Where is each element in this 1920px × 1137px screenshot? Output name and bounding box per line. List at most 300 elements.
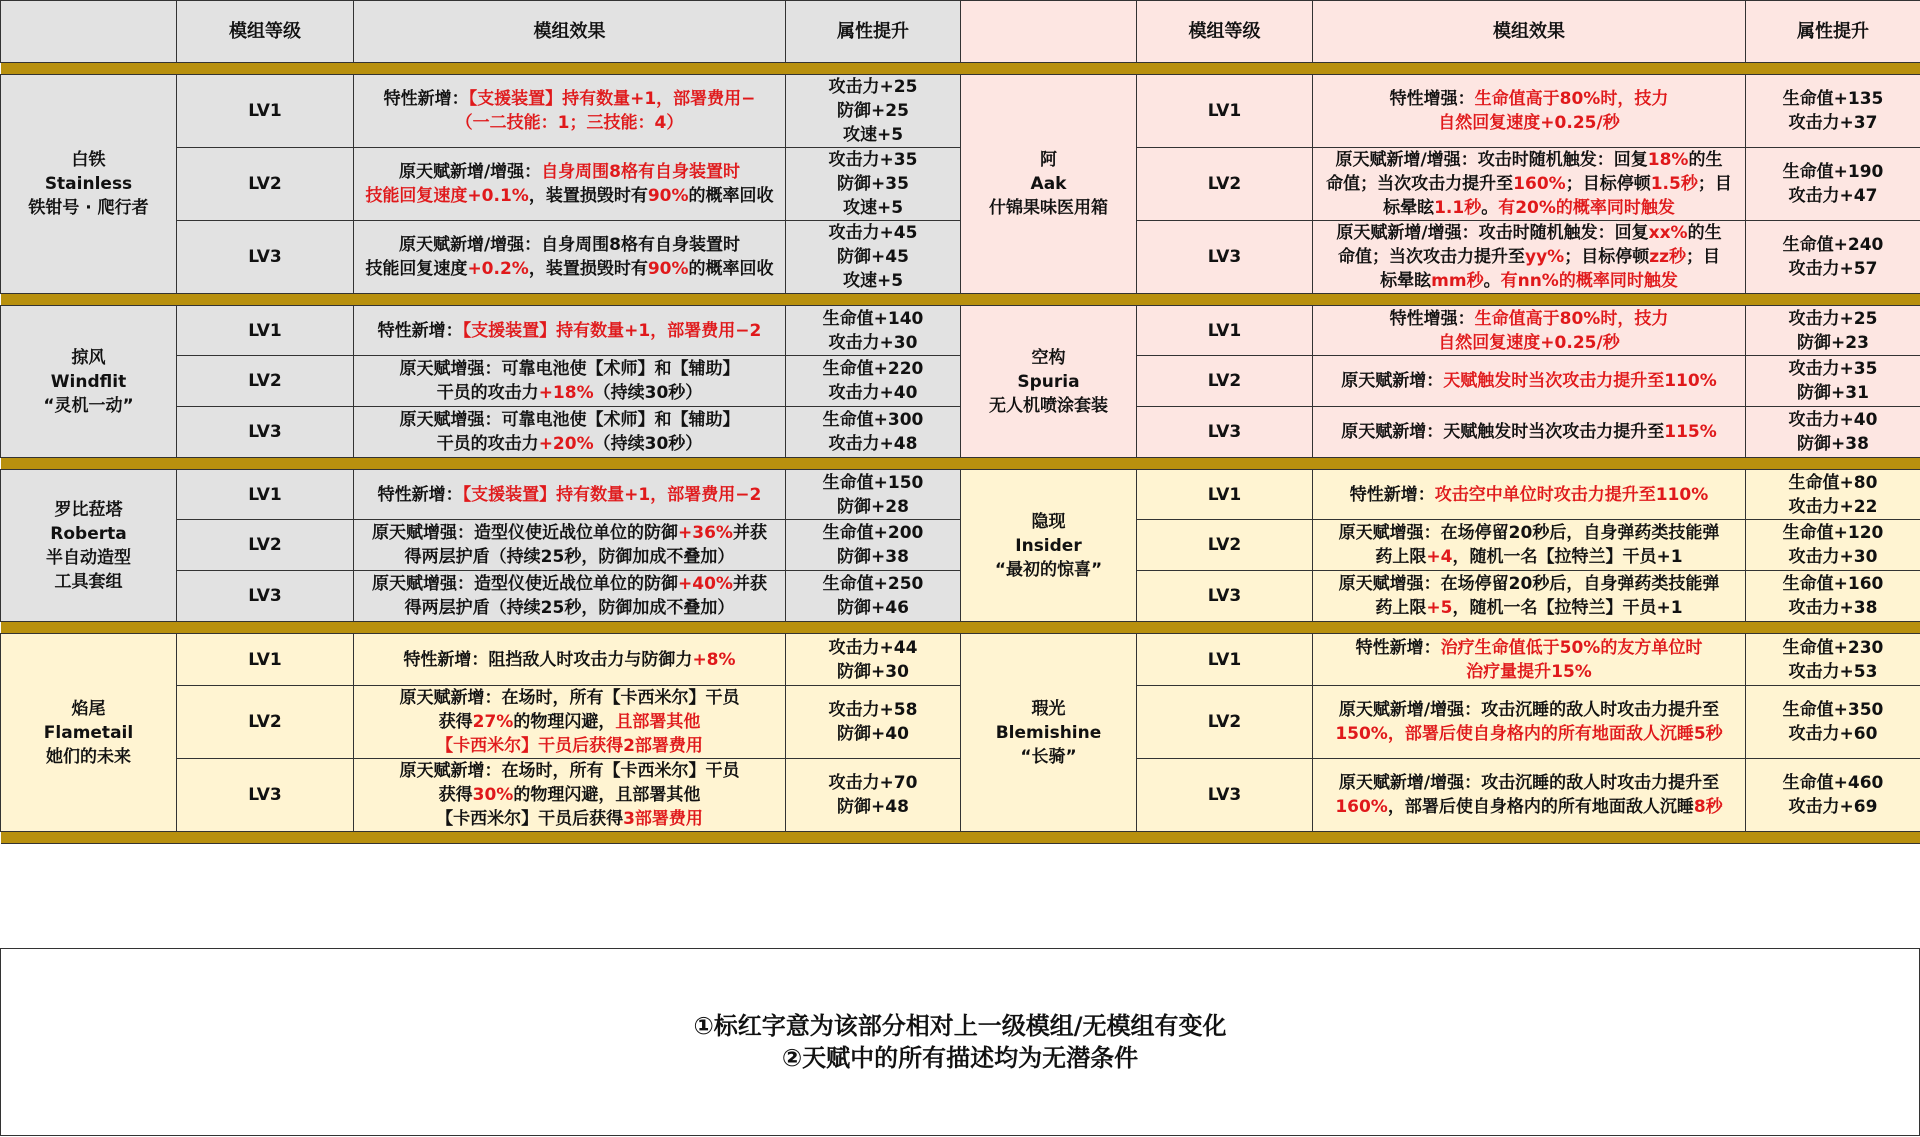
changed-text: 有20%的概率同时触发	[1498, 198, 1675, 218]
operator-name-left-line: 铁钳号 · 爬行者	[28, 198, 149, 218]
header-right-effect: 模组效果	[1313, 1, 1746, 63]
stats-right-line: 攻击力+53	[1788, 661, 1878, 682]
changed-text: +0.2%	[467, 259, 529, 279]
operator-name-right-line: 无人机喷涂套装	[989, 395, 1108, 416]
header-left-stats: 属性提升	[786, 1, 961, 63]
operator-name-left	[1, 75, 177, 294]
operator-name-left-line: Stainless	[44, 174, 133, 194]
changed-text: xx%	[1648, 223, 1688, 243]
effect-line	[360, 408, 779, 432]
header-left-blank	[1, 1, 177, 63]
effect-text: ；目	[1697, 174, 1732, 194]
level-left: LV1	[177, 75, 354, 148]
operator-name-left	[1, 470, 177, 622]
effect-line	[360, 596, 779, 620]
effect-line	[360, 648, 779, 672]
effect-line	[1319, 420, 1739, 444]
level-right: LV3	[1137, 221, 1313, 294]
footnote-2: ②天赋中的所有描述均为无潜条件	[781, 1044, 1139, 1072]
stats-right	[1746, 571, 1920, 622]
stats-left-line: 攻击力+35	[828, 150, 918, 170]
stats-right-line: 防御+31	[1797, 383, 1869, 403]
stats-left-line: 攻击力+48	[828, 434, 918, 454]
level-left: LV2	[177, 356, 354, 407]
level-left: LV3	[177, 759, 354, 832]
header-left-level: 模组等级	[177, 1, 354, 63]
effect-left	[354, 306, 786, 356]
stats-left-line: 攻速+5	[842, 125, 904, 145]
stats-left-line: 生命值+150	[822, 472, 924, 493]
effect-left	[354, 520, 786, 571]
separator-bar	[1, 622, 1920, 634]
stats-left-line: 攻速+5	[842, 198, 904, 218]
effect-text: 得两层护盾（持续25秒，防御加成不叠加）	[404, 547, 735, 567]
separator-bar	[1, 63, 1920, 75]
changed-text: 自身周围8格有自身装置时	[541, 162, 741, 182]
stats-right-line: 生命值+160	[1782, 574, 1884, 594]
effect-text: 原天赋新增：在场时，所有【卡西米尔】干员	[399, 688, 740, 708]
changed-text: 150%，部署后使自身格内的所有地面敌人沉睡5秒	[1335, 724, 1723, 744]
effect-text: 原天赋增强：造型仪使近战位单位的防御	[372, 574, 679, 594]
effect-text: ，装置损毁时有	[528, 186, 648, 206]
level-right: LV1	[1137, 306, 1313, 356]
effect-line	[360, 759, 779, 783]
effect-text: ，随机一名【拉特兰】干员+1	[1452, 547, 1683, 567]
effect-text: 获得	[438, 785, 473, 805]
effect-text: 的物理闪避，且部署其他	[513, 785, 701, 805]
effect-text: 原天赋新增/增强：攻击时随机触发：回复	[1335, 150, 1648, 170]
changed-text: 【支援装置】持有数量+1，部署费用−2	[462, 484, 762, 505]
stats-right-line: 防御+23	[1797, 332, 1869, 353]
operator-name-right-line: Spuria	[1017, 371, 1080, 392]
effect-text: 标晕眩	[1383, 198, 1435, 218]
changed-text: 115%	[1664, 422, 1717, 442]
changed-text: （一二技能：1；三技能：4）	[455, 113, 684, 133]
changed-text: 1.1秒	[1434, 198, 1482, 218]
stats-right	[1746, 520, 1920, 571]
stats-right-line: 防御+38	[1797, 434, 1869, 454]
stats-left	[786, 407, 961, 458]
effect-left	[354, 148, 786, 221]
effect-line	[1319, 87, 1739, 111]
level-right: LV2	[1137, 356, 1313, 407]
operator-name-left-line: 焰尾	[71, 698, 106, 719]
effect-line	[360, 257, 779, 281]
level-left: LV3	[177, 221, 354, 294]
header-right-level: 模组等级	[1137, 1, 1313, 63]
effect-line	[360, 357, 779, 381]
stats-left-line: 攻速+5	[842, 271, 904, 291]
effect-text: 特性新增：	[1349, 484, 1435, 505]
changed-text: 攻击空中单位时攻击力提升至110%	[1434, 484, 1709, 505]
changed-text: 生命值高于80%时，技力	[1474, 308, 1669, 329]
stats-left-line: 防御+48	[837, 797, 909, 817]
effect-line	[360, 319, 779, 343]
level-right: LV3	[1137, 759, 1313, 832]
stats-right-line: 生命值+460	[1782, 773, 1884, 793]
stats-right-line: 攻击力+40	[1788, 410, 1878, 430]
effect-line	[1319, 369, 1739, 393]
module-row	[1, 148, 1920, 221]
effect-text: 干员的攻击力	[436, 383, 539, 403]
changed-text: 27%	[472, 712, 514, 732]
operator-name-left	[1, 306, 177, 458]
effect-line	[1319, 196, 1739, 220]
stats-right	[1746, 407, 1920, 458]
separator-bar	[1, 294, 1920, 306]
effect-right	[1313, 686, 1746, 759]
changed-text: 有nn%的概率同时触发	[1500, 271, 1678, 291]
stats-right	[1746, 470, 1920, 520]
level-left: LV3	[177, 571, 354, 622]
effect-left	[354, 686, 786, 759]
stats-right-line: 攻击力+47	[1788, 186, 1878, 206]
operator-name-right	[961, 470, 1137, 622]
level-right: LV1	[1137, 75, 1313, 148]
stats-left-line: 防御+25	[837, 101, 909, 121]
changed-text: 技能回复速度+0.1%	[365, 186, 529, 206]
effect-text: 命值；当次攻击力提升至	[1338, 247, 1525, 267]
stats-right	[1746, 356, 1920, 407]
effect-left	[354, 75, 786, 148]
stats-right	[1746, 634, 1920, 686]
effect-line	[360, 381, 779, 405]
level-left: LV1	[177, 470, 354, 520]
effect-left	[354, 221, 786, 294]
effect-text: 的生	[1687, 223, 1722, 243]
changed-text: 生命值高于80%时，技力	[1474, 89, 1669, 109]
stats-right	[1746, 75, 1920, 148]
header-right-blank	[961, 1, 1137, 63]
effect-line	[1319, 572, 1739, 596]
effect-text: 的概率回收	[688, 186, 774, 206]
stats-right-line: 攻击力+30	[1788, 547, 1878, 567]
separator-cell	[1, 622, 1920, 634]
operator-name-left-line: 掠风	[71, 347, 106, 368]
changed-text: 1.5秒	[1650, 174, 1698, 194]
level-right: LV3	[1137, 571, 1313, 622]
operator-name-left-line: 半自动造型	[46, 547, 131, 568]
effect-text: 特性增强：	[1389, 89, 1475, 109]
header-right-stats: 属性提升	[1746, 1, 1920, 63]
stats-left-line: 防御+46	[837, 598, 909, 618]
stats-left-line: 攻击力+45	[828, 223, 918, 243]
effect-right	[1313, 356, 1746, 407]
effect-text: 特性新增：阻挡敌人时攻击力与防御力	[403, 649, 693, 670]
effect-text: 特性新增：	[383, 89, 469, 109]
effect-text: （持续30秒）	[593, 383, 703, 403]
effect-text: 标晕眩	[1380, 271, 1432, 291]
effect-text: ；目	[1686, 247, 1720, 267]
operator-name-right-line: 阿	[1040, 150, 1057, 170]
stats-left	[786, 634, 961, 686]
changed-text: 治疗生命值低于50%的友方单位时	[1440, 637, 1703, 658]
stats-left	[786, 571, 961, 622]
separator-cell	[1, 63, 1920, 75]
effect-right	[1313, 470, 1746, 520]
changed-text: 160%	[1513, 174, 1566, 194]
stats-right-line: 攻击力+37	[1788, 113, 1878, 133]
level-right: LV1	[1137, 470, 1313, 520]
changed-text: zz秒	[1649, 247, 1686, 267]
effect-right	[1313, 75, 1746, 148]
operator-name-right-line: 什锦果味医用箱	[989, 198, 1108, 218]
level-left: LV1	[177, 306, 354, 356]
effect-text: 特性增强：	[1389, 308, 1475, 329]
operator-name-left-line: Windflit	[50, 371, 127, 392]
effect-text: 的概率回收	[688, 259, 774, 279]
effect-text: 并获	[732, 523, 767, 543]
effect-text: 药上限	[1375, 547, 1427, 567]
effect-line	[360, 783, 779, 807]
operator-name-left-line: 她们的未来	[46, 746, 131, 767]
level-right: LV2	[1137, 686, 1313, 759]
effect-line	[1319, 698, 1739, 722]
module-row	[1, 356, 1920, 407]
effect-line	[1319, 331, 1739, 355]
effect-left	[354, 634, 786, 686]
stats-left	[786, 470, 961, 520]
operator-name-right-line: Aak	[1030, 174, 1067, 194]
stats-left-line: 生命值+220	[822, 359, 924, 379]
effect-text: 技能回复速度	[365, 259, 468, 279]
stats-left-line: 防御+35	[837, 174, 909, 194]
operator-name-left-line: 罗比菈塔	[54, 499, 123, 520]
operator-name-left-line: “灵机一动”	[43, 395, 134, 416]
changed-text: 自然回复速度+0.25/秒	[1438, 113, 1620, 133]
level-right: LV2	[1137, 148, 1313, 221]
effect-text: 原天赋新增/增强：自身周围8格有自身装置时	[398, 235, 741, 255]
effect-text: 干员的攻击力	[436, 434, 539, 454]
level-right: LV3	[1137, 407, 1313, 458]
effect-line	[360, 807, 779, 831]
module-row	[1, 686, 1920, 759]
effect-line	[360, 483, 779, 507]
module-row	[1, 407, 1920, 458]
effect-text: 并获	[732, 574, 767, 594]
stats-left-line: 防御+38	[837, 547, 909, 567]
effect-line	[1319, 307, 1739, 331]
effect-line	[360, 233, 779, 257]
effect-text: ；目标停顿	[1564, 247, 1650, 267]
changed-text: 【支援装置】持有数量+1，部署费用−	[468, 89, 756, 109]
effect-left	[354, 470, 786, 520]
operator-name-left-line: 工具套组	[54, 571, 123, 592]
changed-text: 30%	[472, 785, 514, 805]
effect-text: 获得	[438, 712, 473, 732]
effect-line	[360, 160, 779, 184]
stats-right-line: 攻击力+38	[1788, 598, 1878, 618]
effect-text: 原天赋增强：造型仪使近战位单位的防御	[372, 523, 679, 543]
operator-name-right-line: Blemishine	[995, 722, 1102, 743]
changed-text: +36%	[678, 523, 733, 543]
effect-text: 得两层护盾（持续25秒，防御加成不叠加）	[404, 598, 735, 618]
effect-text: 【卡西米尔】干员后获得	[436, 809, 624, 829]
operator-name-left-line: 白铁	[71, 150, 106, 170]
operator-name-right-line: Insider	[1015, 535, 1082, 556]
effect-text: 原天赋增强：在场停留20秒后，自身弹药类技能弹	[1338, 574, 1720, 594]
effect-right	[1313, 520, 1746, 571]
effect-text: 原天赋新增/增强：攻击时随机触发：回复	[1336, 223, 1649, 243]
effect-right	[1313, 306, 1746, 356]
stats-right	[1746, 759, 1920, 832]
effect-line	[360, 521, 779, 545]
operator-name-left-line: Flametail	[43, 722, 134, 743]
stats-left	[786, 686, 961, 759]
effect-line	[1319, 111, 1739, 135]
effect-text: ；目标停顿	[1565, 174, 1651, 194]
changed-text: +4	[1426, 547, 1453, 567]
changed-text: 3部署费用	[623, 809, 703, 829]
effect-line	[360, 572, 779, 596]
stats-left	[786, 306, 961, 356]
changed-text: 18%	[1647, 150, 1689, 170]
effect-line	[1319, 545, 1739, 569]
separator-bar	[1, 832, 1920, 844]
level-left: LV2	[177, 148, 354, 221]
stats-right-line: 攻击力+57	[1788, 259, 1878, 279]
stats-left-line: 生命值+140	[822, 308, 924, 329]
effect-text: 的生	[1688, 150, 1723, 170]
effect-text: 。	[1481, 198, 1499, 218]
stats-left	[786, 520, 961, 571]
module-row	[1, 75, 1920, 148]
module-row	[1, 306, 1920, 356]
footnotes	[0, 948, 1920, 1136]
effect-text: ，随机一名【拉特兰】干员+1	[1452, 598, 1683, 618]
changed-text: 自然回复速度+0.25/秒	[1438, 332, 1620, 353]
stats-right-line: 生命值+240	[1782, 235, 1884, 255]
operator-name-right	[961, 306, 1137, 458]
module-row	[1, 634, 1920, 686]
operator-name-right-line: “长骑”	[1020, 746, 1077, 767]
stats-left-line: 攻击力+25	[828, 77, 918, 97]
effect-text: 原天赋增强：可靠电池使【术师】和【辅助】	[399, 410, 740, 430]
effect-line	[1319, 660, 1739, 684]
changed-text: yy%	[1525, 247, 1565, 267]
changed-text: 治疗量提升15%	[1466, 661, 1592, 682]
operator-name-right	[961, 634, 1137, 832]
footnote-1: ①标红字意为该部分相对上一级模组/无模组有变化	[693, 1012, 1227, 1040]
stats-left-line: 攻击力+44	[828, 637, 918, 658]
stats-right-line: 生命值+190	[1782, 162, 1884, 182]
operator-name-right-line: 隐现	[1031, 511, 1066, 532]
effect-text: 原天赋新增：天赋触发时当次攻击力提升至	[1341, 422, 1665, 442]
changed-text: +5	[1426, 598, 1453, 618]
stats-right	[1746, 221, 1920, 294]
effect-line	[1319, 722, 1739, 746]
effect-line	[1319, 771, 1739, 795]
effect-line	[360, 111, 779, 135]
effect-text: 原天赋新增：在场时，所有【卡西米尔】干员	[399, 761, 740, 781]
stats-left-line: 攻击力+58	[828, 700, 918, 720]
effect-text: ，装置损毁时有	[528, 259, 648, 279]
operator-name-right-line: 瑕光	[1031, 698, 1066, 719]
changed-text: +8%	[692, 649, 736, 670]
effect-text: 原天赋新增：	[1341, 371, 1444, 391]
effect-right	[1313, 634, 1746, 686]
effect-text: 。	[1483, 271, 1501, 291]
stats-left	[786, 75, 961, 148]
effect-right	[1313, 759, 1746, 832]
stats-right	[1746, 306, 1920, 356]
stats-right-line: 生命值+350	[1782, 700, 1884, 720]
effect-text: 原天赋新增/增强：攻击沉睡的敌人时攻击力提升至	[1338, 700, 1720, 720]
module-row	[1, 571, 1920, 622]
stats-right-line: 攻击力+22	[1788, 496, 1878, 517]
effect-line	[1319, 596, 1739, 620]
stats-right-line: 生命值+120	[1782, 523, 1884, 543]
effect-line	[1319, 245, 1739, 269]
effect-left	[354, 759, 786, 832]
effect-line	[360, 686, 779, 710]
stats-left-line: 攻击力+30	[828, 332, 918, 353]
effect-line	[360, 432, 779, 456]
changed-text: 【支援装置】持有数量+1，部署费用−2	[462, 320, 762, 341]
effect-right	[1313, 407, 1746, 458]
effect-left	[354, 407, 786, 458]
stats-left	[786, 221, 961, 294]
effect-line	[1319, 636, 1739, 660]
module-row	[1, 759, 1920, 832]
stats-left-line: 攻击力+70	[828, 773, 918, 793]
operator-name-left-line: Roberta	[50, 523, 127, 544]
effect-right	[1313, 148, 1746, 221]
effect-line	[1319, 483, 1739, 507]
stats-left-line: 生命值+200	[822, 523, 924, 543]
operator-name-right	[961, 75, 1137, 294]
changed-text: 8秒	[1693, 797, 1723, 817]
stats-left-line: 防御+45	[837, 247, 909, 267]
effect-line	[360, 87, 779, 111]
stats-right-line: 生命值+230	[1782, 637, 1884, 658]
changed-text: 【卡西米尔】干员后获得2部署费用	[436, 736, 703, 756]
separator-cell	[1, 832, 1920, 844]
stats-left-line: 攻击力+40	[828, 383, 918, 403]
effect-text: 特性新增：	[1355, 637, 1441, 658]
effect-line	[360, 545, 779, 569]
effect-left	[354, 356, 786, 407]
effect-line	[360, 184, 779, 208]
changed-text: +18%	[538, 383, 594, 403]
effect-text: 药上限	[1375, 598, 1427, 618]
level-right: LV2	[1137, 520, 1313, 571]
stats-left-line: 防御+30	[837, 661, 909, 682]
changed-text: mm秒	[1431, 271, 1484, 291]
effect-text: 原天赋增强：可靠电池使【术师】和【辅助】	[399, 359, 740, 379]
effect-text: 特性新增：	[377, 320, 463, 341]
module-row	[1, 470, 1920, 520]
level-right: LV1	[1137, 634, 1313, 686]
changed-text: 160%	[1335, 797, 1388, 817]
changed-text: 90%	[647, 259, 689, 279]
operator-name-right-line: “最初的惊喜”	[994, 559, 1103, 580]
changed-text: +20%	[538, 434, 594, 454]
effect-line	[1319, 172, 1739, 196]
operator-name-right-line: 空构	[1031, 347, 1066, 368]
effect-line	[1319, 521, 1739, 545]
stats-left	[786, 148, 961, 221]
separator-bar	[1, 458, 1920, 470]
stats-left	[786, 759, 961, 832]
effect-text: ，部署后使自身格内的所有地面敌人沉睡	[1387, 797, 1694, 817]
effect-right	[1313, 221, 1746, 294]
stats-right-line: 生命值+80	[1788, 472, 1878, 493]
stats-right-line: 攻击力+35	[1788, 359, 1878, 379]
level-left: LV3	[177, 407, 354, 458]
changed-text: 天赋触发时当次攻击力提升至110%	[1443, 371, 1717, 391]
effect-text: 命值；当次攻击力提升至	[1326, 174, 1514, 194]
